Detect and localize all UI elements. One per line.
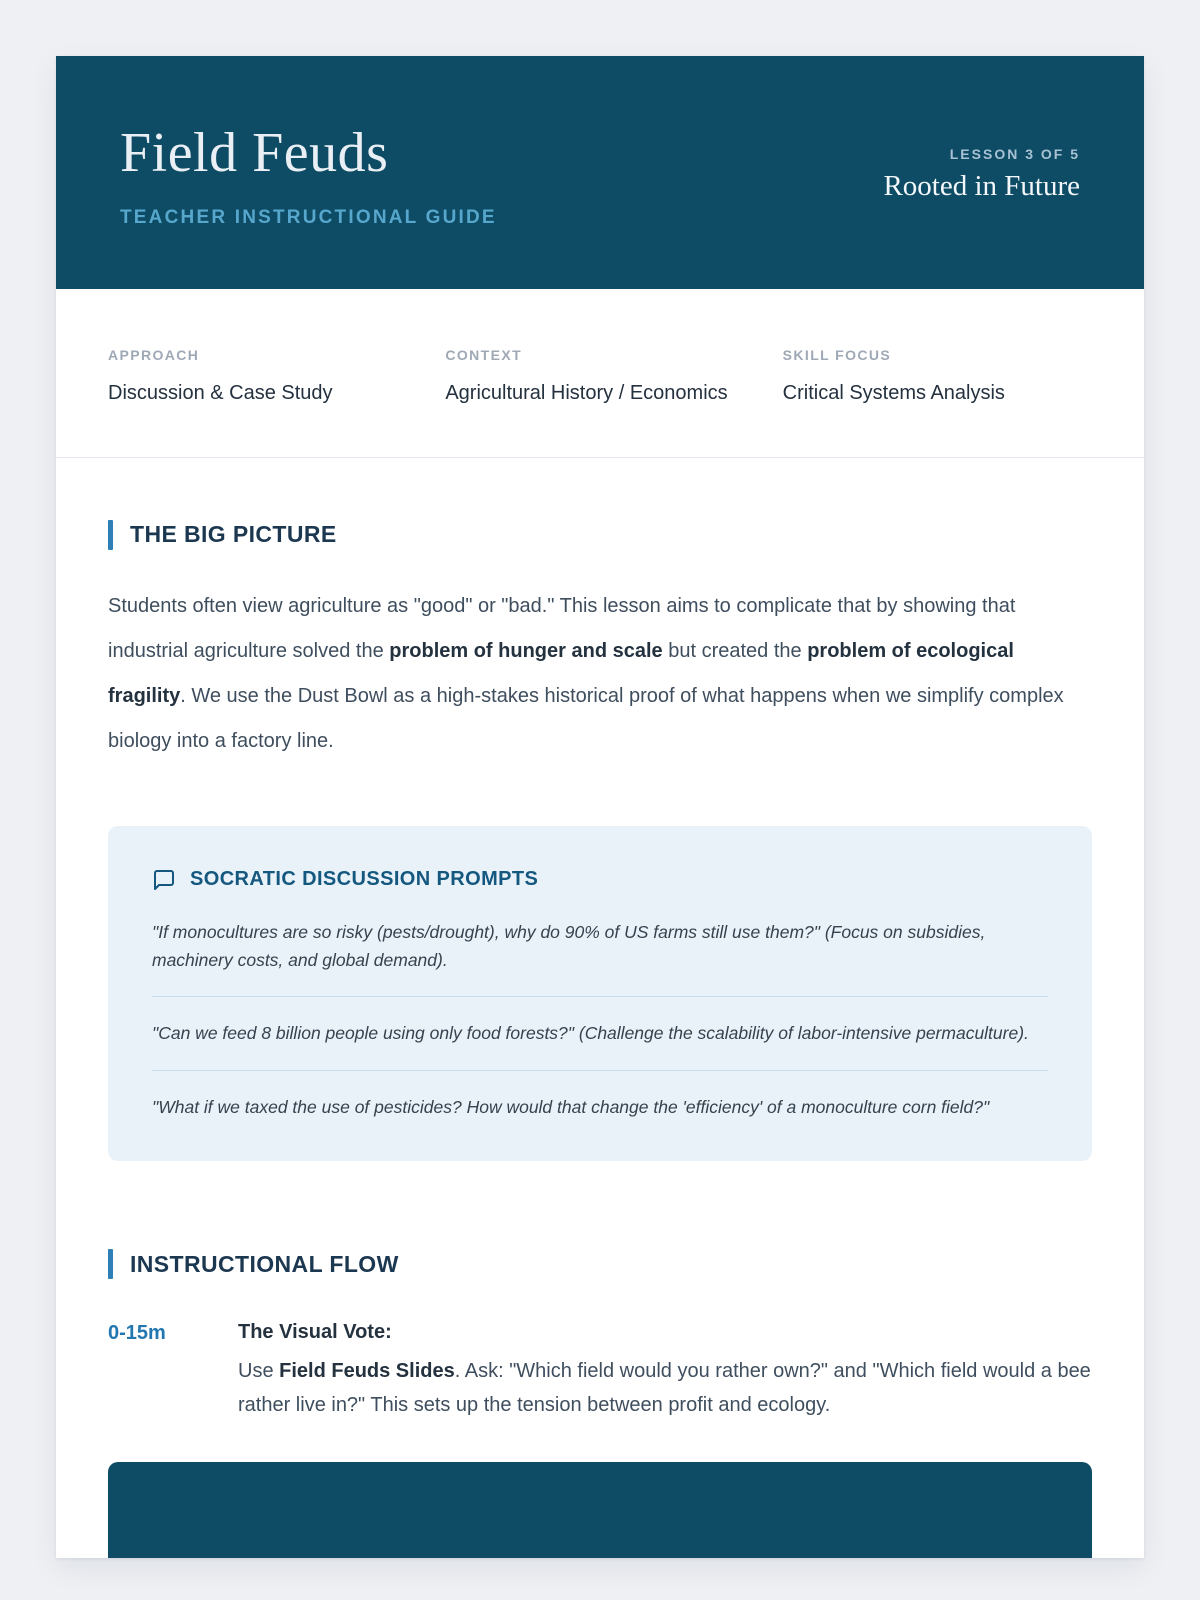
page-title: Field Feuds <box>120 122 389 184</box>
prompts-heading-row <box>152 868 1048 892</box>
meta-approach <box>108 347 417 409</box>
speech-bubble-icon <box>152 868 176 892</box>
meta-label-approach: APPROACH <box>108 346 200 363</box>
header <box>56 56 1144 289</box>
prompts-heading: SOCRATIC DISCUSSION PROMPTS <box>190 868 539 891</box>
flow-item-visual-vote <box>108 1321 1092 1422</box>
meta-value-skill-focus: Critical Systems Analysis <box>782 381 1005 404</box>
meta-label-skill-focus: SKILL FOCUS <box>782 346 892 363</box>
section-heading-instructional-flow <box>108 1249 1092 1279</box>
next-section-partial-block <box>108 1462 1092 1558</box>
flow-item-text: Use Field Feuds Slides. Ask: "Which field would you rather own?" and "Which field would a bee rather live in?" This sets up the tension between profit and ecology. <box>238 1360 1091 1417</box>
flow-item-body <box>238 1321 1092 1422</box>
main-content <box>56 458 1144 1558</box>
meta-row <box>56 289 1144 458</box>
prompt-divider <box>152 996 1048 997</box>
prompt-quote-3: "What if we taxed the use of pesticides? How would that change the 'efficiency' of a monoculture corn field?" <box>152 1096 990 1117</box>
meta-skill-focus <box>783 347 1092 409</box>
meta-context <box>445 347 754 409</box>
prompt-quote-2: "Can we feed 8 billion people using only food forests?" (Challenge the scalability of labor-intensive permaculture). <box>152 1023 1029 1044</box>
accent-bar <box>108 1249 113 1279</box>
meta-value-approach: Discussion & Case Study <box>108 381 333 404</box>
flow-item-title: The Visual Vote: <box>238 1321 392 1344</box>
lesson-guide-card <box>56 56 1144 1558</box>
big-picture-paragraph: Students often view agriculture as "good" or "bad." This lesson aims to complicate that by showing that industrial agriculture solved the problem of hunger and scale but created the problem of ecological fragility. We use the Dust Bowl as a high-stakes historical proof of what happens when we simplify complex biology into a factory line. <box>108 594 1064 752</box>
meta-label-context: CONTEXT <box>445 346 523 363</box>
lesson-badge: LESSON 3 OF 5 <box>949 146 1080 162</box>
big-picture-heading: THE BIG PICTURE <box>130 521 337 548</box>
header-title-block <box>120 124 497 229</box>
header-subtitle: TEACHER INSTRUCTIONAL GUIDE <box>120 206 497 228</box>
flow-time-badge: 0-15m <box>108 1322 166 1345</box>
header-lesson-block <box>883 124 1080 203</box>
prompt-quote-1: "If monocultures are so risky (pests/drought), why do 90% of US farms still use them?" (Focus on subsidies, machinery costs, and global demand). <box>152 921 986 971</box>
accent-bar <box>108 520 113 550</box>
socratic-prompts-box <box>108 826 1092 1161</box>
meta-value-context: Agricultural History / Economics <box>445 381 728 404</box>
program-name: Rooted in Future <box>883 170 1080 202</box>
section-heading-big-picture <box>108 520 1092 550</box>
instructional-flow-heading: INSTRUCTIONAL FLOW <box>130 1250 399 1277</box>
prompt-divider <box>152 1070 1048 1071</box>
